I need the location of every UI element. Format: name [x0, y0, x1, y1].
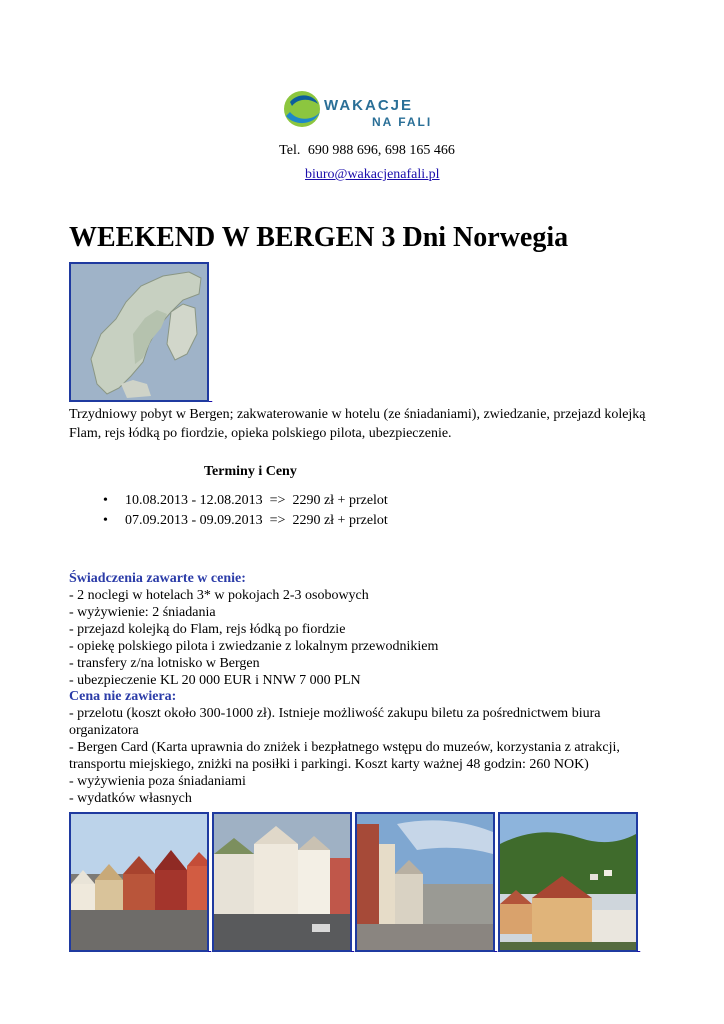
- excluded-item: - Bergen Card (Karta uprawnia do zniżek i bezpłatnego wstępu do muzeów, korzystania z atrakcji, transportu miejskiego, zniżki na posiłki i parkingi. Koszt karty ważnej 48 godzin: 260 NOK): [69, 740, 620, 772]
- phone-label: Tel.: [279, 143, 301, 158]
- included-heading: Świadczenia zawarte w cenie:: [69, 571, 246, 586]
- terms-heading: Terminy i Ceny: [204, 464, 297, 479]
- terms-item: • 07.09.2013 - 09.09.2013 => 2290 zł + przelot: [103, 511, 388, 531]
- email-link[interactable]: biuro@wakacjenafali.pl: [305, 167, 440, 182]
- included-item: - opiekę polskiego pilota i zwiedzanie z lokalnym przewodnikiem: [69, 639, 439, 654]
- excluded-item: - przelotu (koszt około 300-1000 zł). Istnieje możliwość zakupu biletu za pośrednictwem biura organizatora: [69, 706, 601, 738]
- photo-2-link-underscore[interactable]: [351, 938, 354, 954]
- excluded-item: - wydatków własnych: [69, 791, 192, 806]
- included-item: - transfery z/na lotnisko w Bergen: [69, 656, 260, 671]
- photo-3-link-underscore[interactable]: [494, 938, 497, 954]
- included-item: - przejazd kolejką do Flam, rejs łódką po fiordzie: [69, 622, 346, 637]
- included-item: - 2 noclegi w hotelach 3* w pokojach 2-3 osobowych: [69, 588, 369, 603]
- terms-item: • 10.08.2013 - 12.08.2013 => 2290 zł + przelot: [103, 491, 388, 511]
- details-section: [69, 571, 659, 807]
- bergen-photo-3[interactable]: [355, 812, 495, 952]
- bergen-photo-4[interactable]: [498, 812, 638, 952]
- excluded-heading: Cena nie zawiera:: [69, 689, 177, 704]
- bergen-photo-1[interactable]: [69, 812, 209, 952]
- intro-paragraph: Trzydniowy pobyt w Bergen; zakwaterowanie w hotelu (ze śniadaniami), zwiedzanie, przejazd kolejką Flam, rejs łódką po fiordzie, opieka polskiego pilota, ubezpieczenie.: [69, 407, 646, 441]
- phone-numbers: 690 988 696, 698 165 466: [307, 143, 455, 158]
- included-item: - wyżywienie: 2 śniadania: [69, 605, 216, 620]
- logo-line1: WAKACJE: [324, 97, 414, 114]
- included-item: - ubezpieczenie KL 20 000 EUR i NNW 7 000 PLN: [69, 673, 361, 688]
- logo-line2: NA FALI: [372, 115, 433, 129]
- norway-map-image[interactable]: [69, 262, 209, 402]
- phone-line: [0, 143, 724, 159]
- page-title: WEEKEND W BERGEN 3 Dni Norwegia: [69, 222, 569, 253]
- excluded-item: - wyżywienia poza śniadaniami: [69, 774, 246, 789]
- photo-4-link-underscore[interactable]: [637, 938, 640, 954]
- photo-1-link-underscore[interactable]: [208, 938, 211, 954]
- bergen-photo-2[interactable]: [212, 812, 352, 952]
- map-link-underscore[interactable]: [209, 388, 212, 404]
- company-logo: [280, 86, 460, 132]
- terms-list: [103, 491, 388, 531]
